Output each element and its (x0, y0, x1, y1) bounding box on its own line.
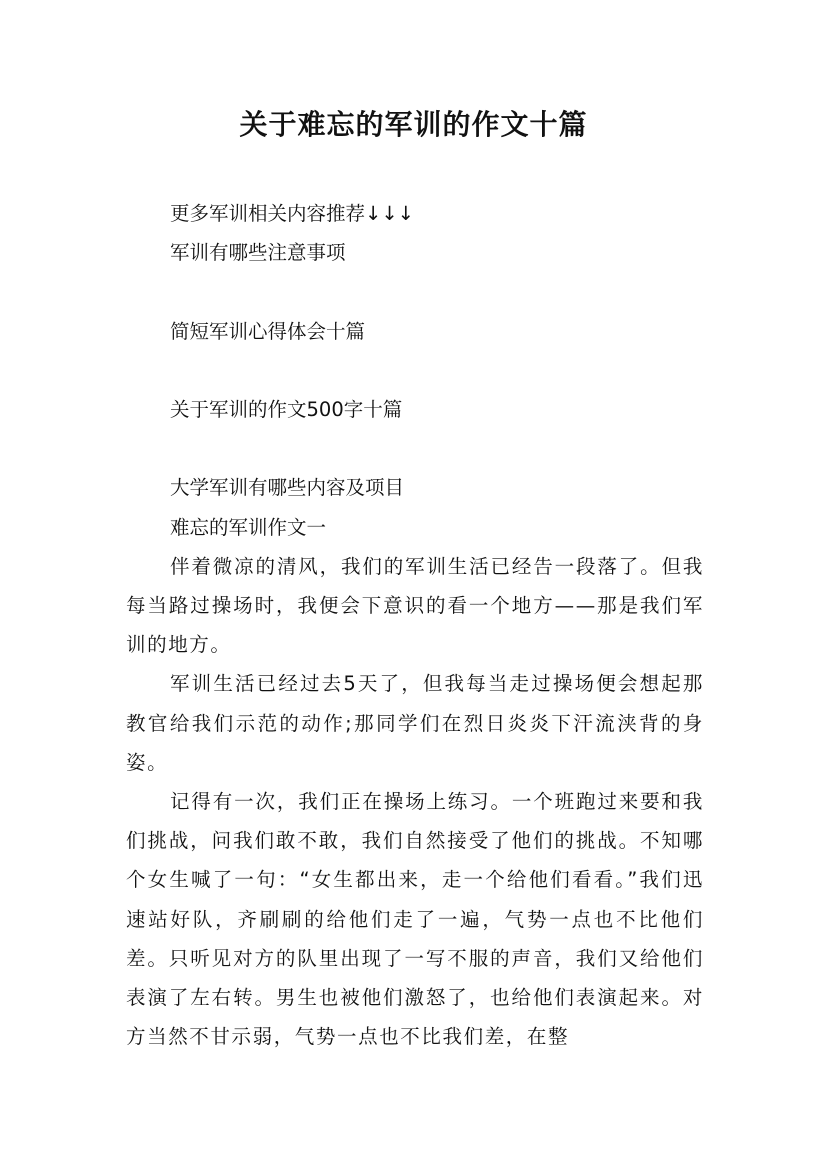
paragraph-1: 伴着微凉的清风，我们的军训生活已经告一段落了。但我每当路过操场时，我便会下意识的看一个地方——那是我们军训的地方。 (126, 554, 704, 657)
paragraph-2: 军训生活已经过去5天了，但我每当走过操场便会想起那教官给我们示范的动作;那同学们在烈日炎炎下汗流浃背的身姿。 (126, 672, 704, 774)
related-link-2[interactable]: 简短军训心得体会十篇 (170, 319, 366, 343)
related-link-1[interactable]: 军训有哪些注意事项 (170, 241, 346, 265)
blank-line (126, 351, 704, 390)
document-body (126, 194, 704, 1056)
document-title: 关于难忘的军训的作文十篇 (239, 108, 588, 141)
related-link-3[interactable]: 关于军训的作文500字十篇 (170, 397, 403, 421)
blank-line (126, 429, 704, 468)
paragraph-3: 记得有一次，我们正在操场上练习。一个班跑过来要和我们挑战，问我们敢不敢，我们自然接受了他们的挑战。不知哪个女生喊了一句：“女生都出来，走一个给他们看看。”我们迅速站好队，齐刷刷的给他们走了一遍，气势一点也不比他们差。只听见对方的队里出现了一写不服的声音，我们又给他们表演了左右转。男生也被他们激怒了，也给他们表演起来。对方当然不甘示弱，气势一点也不比我们差，在整 (126, 790, 704, 1049)
recommend-heading: 更多军训相关内容推荐↓↓↓ (170, 202, 415, 225)
blank-line (126, 272, 704, 311)
related-link-4[interactable]: 大学军训有哪些内容及项目 (170, 476, 405, 500)
section-heading: 难忘的军训作文一 (170, 515, 327, 539)
